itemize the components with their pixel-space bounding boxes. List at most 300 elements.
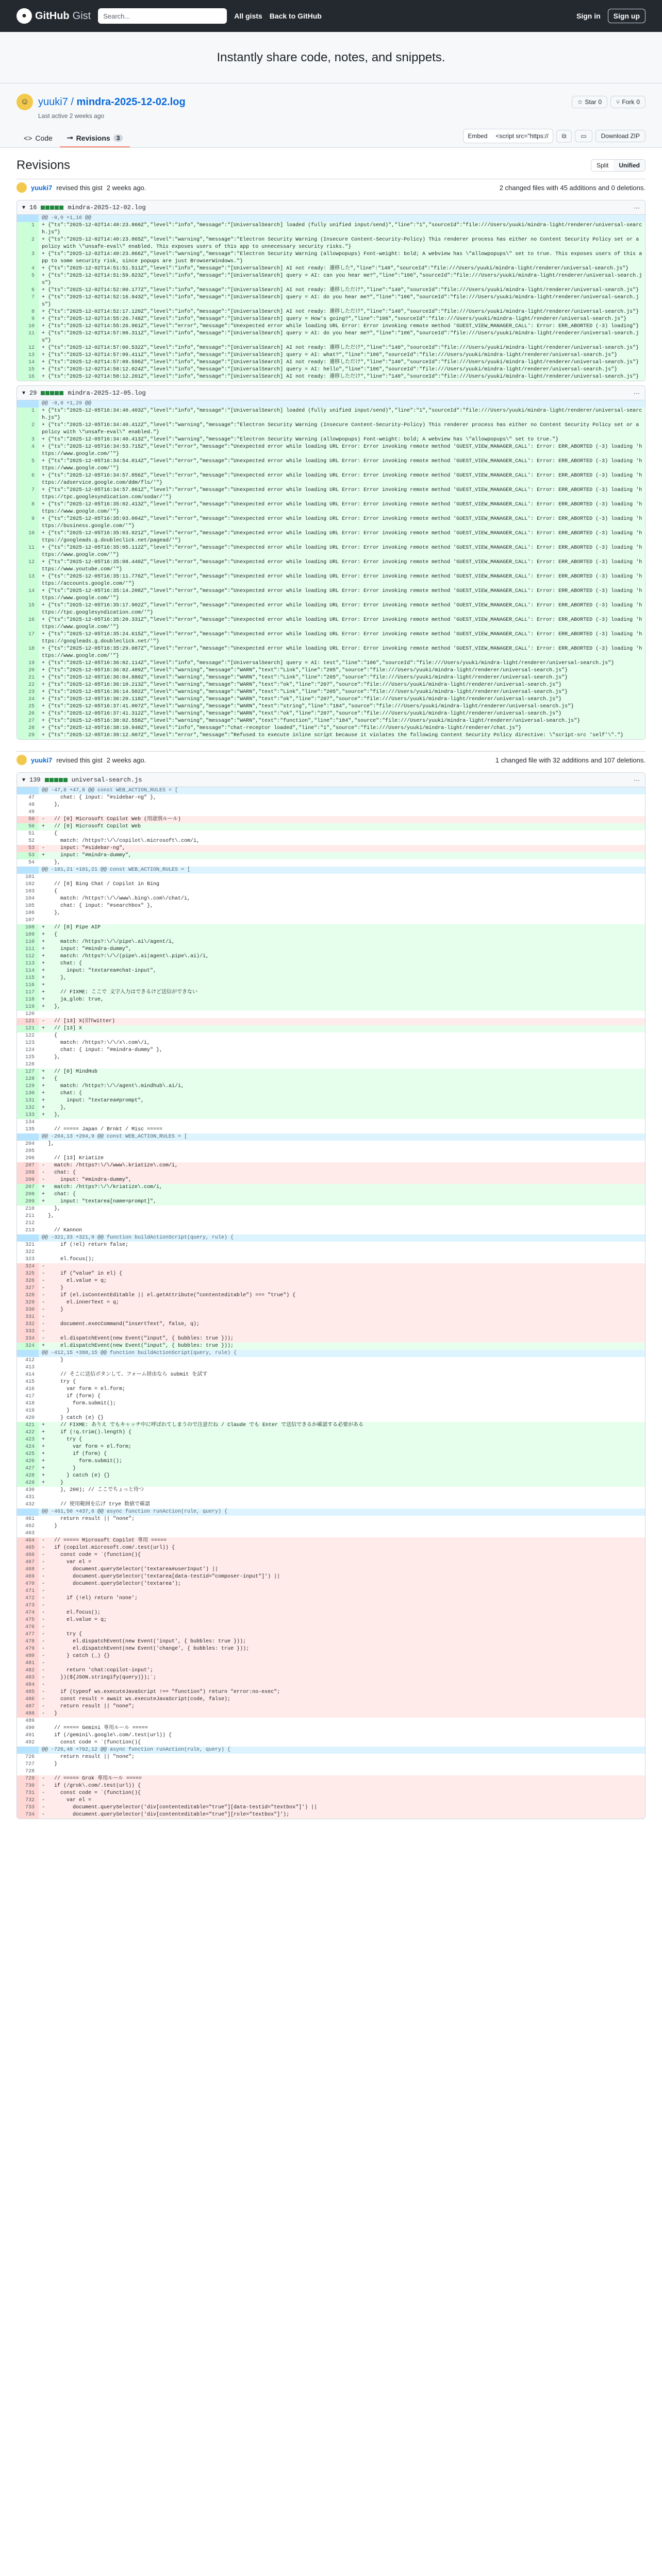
line-number[interactable]: 24 xyxy=(17,696,39,703)
line-number[interactable]: 13 xyxy=(17,352,39,359)
desktop-button[interactable] xyxy=(575,130,592,142)
line-number[interactable]: 127 xyxy=(17,1069,39,1076)
diffstat-bar xyxy=(59,206,63,210)
line-number[interactable]: 432 xyxy=(25,1502,35,1507)
line-number[interactable]: 4 xyxy=(17,265,39,273)
expand-icon[interactable]: ▾ xyxy=(22,204,26,211)
line-number[interactable]: 731 xyxy=(17,1790,39,1797)
line-number[interactable]: 464 xyxy=(17,1537,39,1545)
line-number[interactable]: 481 xyxy=(17,1660,39,1667)
logo[interactable] xyxy=(16,8,91,24)
line-number[interactable]: 15 xyxy=(17,366,39,374)
line-code: - // ===== Grok 専用ルール ===== xyxy=(42,1776,142,1782)
line-number[interactable]: 418 xyxy=(25,1401,35,1406)
line-number[interactable]: 47 xyxy=(28,795,35,801)
diff-line xyxy=(17,1509,645,1516)
line-code: + {"ts":"2025-12-02T14:57:00.311Z","level":"info","message":"[UniversalSearch] query = AI: do you hear me?","line":"106","sourceId":"file:///Users/yuuki/mindra-light/renderer/universal-search.js"} xyxy=(42,331,639,344)
line-number[interactable]: 8 xyxy=(17,501,39,516)
line-number[interactable]: 7 xyxy=(17,487,39,501)
line-number[interactable]: 132 xyxy=(17,1105,39,1112)
diff-line xyxy=(17,1487,645,1494)
diff-line xyxy=(17,831,645,838)
line-number[interactable]: 463 xyxy=(25,1531,35,1536)
line-number[interactable]: 135 xyxy=(25,1127,35,1132)
line-number[interactable]: 325 xyxy=(17,1270,39,1278)
line-number[interactable]: 53 xyxy=(17,845,39,852)
copy-button[interactable] xyxy=(556,130,572,143)
line-number[interactable]: 22 xyxy=(17,682,39,689)
line-number[interactable]: 324 xyxy=(17,1343,39,1350)
line-number[interactable]: 478 xyxy=(17,1638,39,1646)
line-code: { xyxy=(42,889,58,894)
line-number[interactable]: 6 xyxy=(17,472,39,487)
line-number[interactable]: 121 xyxy=(17,1018,39,1025)
page-title: Revisions xyxy=(16,158,71,172)
line-number[interactable]: 50 xyxy=(17,823,39,831)
line-number[interactable]: 2 xyxy=(17,422,39,436)
line-code: - el.dispatchEvent(new Event('change', { bubbles: true })); xyxy=(42,1646,250,1652)
line-number[interactable]: 475 xyxy=(17,1617,39,1624)
line-number[interactable]: 492 xyxy=(25,1740,35,1745)
line-number[interactable]: 212 xyxy=(25,1221,35,1226)
unified-toggle[interactable]: Unified xyxy=(614,160,645,171)
diff-line xyxy=(17,1350,645,1357)
gist-name-link[interactable]: mindra-2025-12-02.log xyxy=(76,96,186,108)
line-number[interactable]: 4 xyxy=(17,444,39,458)
sign-up-button[interactable]: Sign up xyxy=(608,9,646,23)
line-number[interactable]: 129 xyxy=(17,1083,39,1090)
line-number[interactable]: 11 xyxy=(17,545,39,559)
line-number[interactable]: 1 xyxy=(17,408,39,422)
diff-line xyxy=(17,1292,645,1299)
line-code: + {"ts":"2025-12-05T16:38:10.940Z","level":"info","message":"chat-receptor loaded","line":"1","source":"file:///Users/yuuki/mindra-light/renderer/chat.js"} xyxy=(42,725,522,731)
more-options-icon[interactable]: ··· xyxy=(634,389,640,397)
tab-code[interactable] xyxy=(16,130,60,147)
line-number[interactable] xyxy=(17,1350,39,1357)
line-code: @@ -0,0 +1,16 @@ xyxy=(42,215,92,221)
line-code: - el.value = q; xyxy=(42,1617,107,1623)
line-code: return result || "none"; xyxy=(42,1754,135,1760)
line-number[interactable]: 113 xyxy=(17,960,39,968)
line-number[interactable]: 207 xyxy=(17,1184,39,1191)
line-number[interactable]: 483 xyxy=(17,1674,39,1682)
line-number[interactable]: 124 xyxy=(25,1047,35,1053)
line-number[interactable] xyxy=(17,400,39,408)
line-code: + {"ts":"2025-12-02T14:55:26.961Z","level":"error","message":"Unexpected error while loading URL Error: Error invoking remote method 'GUEST_VIEW_MANAGER_CALL': Error: ERR_ABORTED (-3) loading"} xyxy=(42,324,639,329)
line-number[interactable]: 10 xyxy=(17,530,39,545)
diff-line xyxy=(17,838,645,845)
diff-line xyxy=(17,1299,645,1307)
line-number[interactable]: 5 xyxy=(17,273,39,287)
line-number[interactable]: 12 xyxy=(17,345,39,352)
diff-line xyxy=(17,472,645,487)
embed-select[interactable] xyxy=(463,129,553,143)
line-number[interactable]: 727 xyxy=(25,1761,35,1767)
view-toggle xyxy=(591,159,646,172)
diff-line xyxy=(17,1465,645,1472)
nav-all-gists[interactable]: All gists xyxy=(234,12,262,20)
line-number[interactable]: 486 xyxy=(17,1696,39,1703)
diff-line xyxy=(17,888,645,895)
line-number[interactable]: 104 xyxy=(25,896,35,902)
line-number[interactable]: 430 xyxy=(25,1487,35,1493)
diff-line xyxy=(17,1047,645,1054)
line-number[interactable]: 26 xyxy=(17,710,39,718)
diff-line xyxy=(17,989,645,996)
diff-line xyxy=(17,1119,645,1126)
line-number[interactable]: 730 xyxy=(17,1783,39,1790)
line-number[interactable]: 102 xyxy=(25,882,35,887)
line-number[interactable]: 116 xyxy=(17,982,39,989)
line-number[interactable]: 420 xyxy=(25,1415,35,1421)
split-toggle[interactable]: Split xyxy=(596,162,609,169)
avatar[interactable]: ☺ xyxy=(16,94,33,110)
line-number[interactable] xyxy=(17,1509,39,1516)
line-number[interactable] xyxy=(17,787,39,794)
diff-line xyxy=(17,287,645,294)
line-number[interactable]: 415 xyxy=(25,1379,35,1385)
line-number[interactable]: 54 xyxy=(28,860,35,866)
line-number[interactable]: 417 xyxy=(25,1394,35,1399)
line-number[interactable]: 130 xyxy=(17,1090,39,1097)
line-number[interactable]: 121 xyxy=(17,1025,39,1032)
line-number[interactable]: 473 xyxy=(17,1602,39,1609)
line-number[interactable]: 322 xyxy=(25,1249,35,1255)
line-number[interactable]: 208 xyxy=(17,1170,39,1177)
line-number[interactable]: 466 xyxy=(17,1552,39,1559)
line-number[interactable]: 110 xyxy=(17,939,39,946)
line-number[interactable]: 115 xyxy=(17,975,39,982)
line-number[interactable]: 27 xyxy=(17,718,39,725)
line-code: + {"ts":"2025-12-05T16:35:03.921Z","level":"error","message":"Unexpected error while loading URL Error: Error invoking remote method 'GUEST_VIEW_MANAGER_CALL': Error: ERR_ABORTED (-3) loading 'https://googleads.g.doubleclick.net/pagead/'"} xyxy=(42,531,642,544)
line-number[interactable]: 425 xyxy=(17,1451,39,1458)
gist-owner-link[interactable]: yuuki7 xyxy=(38,96,68,108)
line-number[interactable]: 101 xyxy=(25,874,35,880)
diff-line xyxy=(17,516,645,530)
line-number[interactable]: 111 xyxy=(17,946,39,953)
avatar[interactable] xyxy=(16,755,27,765)
diff-line xyxy=(17,265,645,273)
line-number[interactable]: 103 xyxy=(25,889,35,894)
line-number[interactable]: 125 xyxy=(25,1055,35,1060)
line-code: + {"ts":"2025-12-05T16:35:24.615Z","level":"error","message":"Unexpected error while loading URL Error: Error invoking remote method 'GUEST_VIEW_MANAGER_CALL': Error: ERR_ABORTED (-3) loading 'https://googleads.g.doubleclick.net/'"} xyxy=(42,632,642,645)
nav-back-to-github[interactable]: Back to GitHub xyxy=(269,12,322,20)
line-number[interactable]: 108 xyxy=(17,924,39,931)
line-number[interactable]: 25 xyxy=(17,703,39,710)
line-number[interactable]: 3 xyxy=(17,251,39,265)
line-number[interactable]: 109 xyxy=(17,931,39,939)
line-number[interactable]: 461 xyxy=(25,1516,35,1522)
line-number[interactable]: 117 xyxy=(17,989,39,996)
line-number[interactable]: 733 xyxy=(17,1804,39,1811)
line-number[interactable]: 105 xyxy=(25,903,35,909)
diffstat-bar xyxy=(55,206,59,210)
line-number[interactable]: 412 xyxy=(25,1358,35,1363)
line-number[interactable]: 728 xyxy=(25,1769,35,1774)
line-number[interactable]: 114 xyxy=(17,968,39,975)
line-code: } xyxy=(42,1761,58,1767)
diff-line xyxy=(17,1069,645,1076)
line-number[interactable] xyxy=(17,1747,39,1754)
line-number[interactable]: 468 xyxy=(17,1566,39,1573)
line-number[interactable]: 48 xyxy=(28,802,35,808)
diff-line xyxy=(17,1307,645,1314)
fork-button[interactable] xyxy=(610,96,646,108)
line-number[interactable]: 206 xyxy=(25,1156,35,1161)
line-number[interactable]: 122 xyxy=(25,1033,35,1039)
line-number[interactable]: 53 xyxy=(17,852,39,859)
diff-line xyxy=(17,1501,645,1509)
line-number[interactable]: 414 xyxy=(25,1372,35,1378)
star-button[interactable] xyxy=(572,96,607,108)
line-number[interactable]: 734 xyxy=(17,1811,39,1819)
line-number[interactable]: 14 xyxy=(17,359,39,366)
line-number[interactable]: 11 xyxy=(17,330,39,345)
line-code: + } catch (e) {} xyxy=(42,1473,110,1479)
search-input[interactable]: Search... xyxy=(98,8,227,24)
line-number[interactable]: 484 xyxy=(17,1682,39,1689)
line-number[interactable]: 467 xyxy=(17,1559,39,1566)
main-content xyxy=(0,148,662,1841)
embed-value[interactable]: <script src="https:// xyxy=(495,132,549,140)
line-number[interactable]: 8 xyxy=(17,309,39,316)
diff-line xyxy=(17,1061,645,1069)
line-number[interactable]: 119 xyxy=(17,1004,39,1011)
sign-in-link[interactable]: Sign in xyxy=(576,12,601,20)
line-number[interactable]: 5 xyxy=(17,458,39,472)
line-code: - xyxy=(42,1682,45,1688)
line-number[interactable]: 482 xyxy=(17,1667,39,1674)
line-number[interactable]: 134 xyxy=(25,1120,35,1125)
line-number[interactable]: 106 xyxy=(25,910,35,916)
line-number[interactable]: 52 xyxy=(28,838,35,844)
line-number[interactable]: 50 xyxy=(17,816,39,823)
avatar[interactable] xyxy=(16,182,27,193)
line-number[interactable]: 422 xyxy=(17,1429,39,1436)
line-number[interactable]: 470 xyxy=(17,1581,39,1588)
line-number[interactable]: 416 xyxy=(25,1386,35,1392)
line-number[interactable] xyxy=(17,215,39,222)
download-zip-button[interactable]: Download ZIP xyxy=(595,130,646,142)
line-number[interactable]: 429 xyxy=(17,1480,39,1487)
line-code: el.focus(); xyxy=(42,1257,95,1262)
line-number[interactable]: 51 xyxy=(28,831,35,837)
line-number[interactable]: 9 xyxy=(17,516,39,530)
line-code: - xyxy=(42,1329,45,1334)
line-number[interactable]: 732 xyxy=(17,1797,39,1804)
line-number[interactable]: 487 xyxy=(17,1703,39,1710)
diff-file-name[interactable]: universal-search.js xyxy=(71,776,142,784)
diff-line xyxy=(17,1581,645,1588)
line-code: + } xyxy=(42,1466,76,1471)
line-number[interactable]: 7 xyxy=(17,294,39,309)
line-number[interactable]: 321 xyxy=(25,1242,35,1248)
line-number[interactable]: 477 xyxy=(17,1631,39,1638)
line-number[interactable]: 323 xyxy=(25,1257,35,1262)
line-number[interactable]: 474 xyxy=(17,1609,39,1617)
line-number[interactable]: 126 xyxy=(25,1062,35,1067)
line-number[interactable]: 490 xyxy=(25,1725,35,1731)
line-number[interactable]: 726 xyxy=(25,1754,35,1760)
line-number[interactable]: 465 xyxy=(17,1545,39,1552)
line-number[interactable]: 207 xyxy=(17,1162,39,1170)
line-number[interactable]: 120 xyxy=(25,1011,35,1017)
line-code: // Kannon xyxy=(42,1228,82,1233)
line-number[interactable] xyxy=(17,1234,39,1242)
revision-user[interactable]: yuuki7 xyxy=(31,756,53,764)
line-number[interactable]: 23 xyxy=(17,689,39,696)
expand-icon[interactable]: ▾ xyxy=(22,389,26,397)
diff-file-name[interactable]: mindra-2025-12-05.log xyxy=(68,389,146,397)
more-options-icon[interactable]: ··· xyxy=(634,776,640,784)
line-number[interactable]: 489 xyxy=(25,1718,35,1724)
more-options-icon[interactable]: ··· xyxy=(634,204,640,211)
diff-line xyxy=(17,487,645,501)
line-number[interactable] xyxy=(17,1133,39,1141)
line-number[interactable]: 210 xyxy=(25,1206,35,1212)
line-number[interactable]: 133 xyxy=(17,1112,39,1119)
line-number[interactable]: 469 xyxy=(17,1573,39,1581)
expand-icon[interactable]: ▾ xyxy=(22,776,26,784)
line-number[interactable]: 107 xyxy=(25,918,35,923)
line-number[interactable]: 491 xyxy=(25,1733,35,1738)
line-number[interactable]: 1 xyxy=(17,222,39,236)
line-number[interactable]: 729 xyxy=(17,1775,39,1783)
line-number[interactable]: 328 xyxy=(17,1292,39,1299)
line-number[interactable]: 16 xyxy=(17,374,39,381)
line-number[interactable]: 15 xyxy=(17,602,39,617)
line-number[interactable]: 485 xyxy=(17,1689,39,1696)
line-number[interactable]: 327 xyxy=(17,1285,39,1292)
line-number[interactable]: 131 xyxy=(17,1097,39,1105)
line-number[interactable]: 112 xyxy=(17,953,39,960)
diff-line xyxy=(17,1667,645,1674)
line-number[interactable]: 479 xyxy=(17,1646,39,1653)
line-number[interactable]: 19 xyxy=(17,660,39,667)
line-code: - document.querySelector('textarea[data-testid="composer-input"]') || xyxy=(42,1574,280,1580)
line-number[interactable]: 18 xyxy=(17,646,39,660)
line-number[interactable]: 208 xyxy=(17,1191,39,1198)
line-number[interactable]: 413 xyxy=(25,1365,35,1370)
line-code: @@ -726,48 +702,12 @@ async function runAction(rule, query) { xyxy=(42,1747,231,1753)
line-code: - return 'chat:copilot-input'; xyxy=(42,1668,154,1673)
line-number[interactable]: 209 xyxy=(17,1198,39,1206)
diff-line xyxy=(17,1696,645,1703)
line-code: + { xyxy=(42,932,58,938)
line-number[interactable]: 329 xyxy=(17,1299,39,1307)
line-code: - })(${JSON.stringify(query)});`; xyxy=(42,1675,157,1681)
line-number[interactable]: 123 xyxy=(25,1040,35,1046)
line-number[interactable]: 424 xyxy=(17,1444,39,1451)
line-number[interactable]: 6 xyxy=(17,287,39,294)
line-number[interactable]: 324 xyxy=(17,1263,39,1270)
line-number[interactable]: 426 xyxy=(17,1458,39,1465)
line-number[interactable]: 205 xyxy=(25,1148,35,1154)
line-number[interactable]: 472 xyxy=(17,1595,39,1602)
line-number[interactable]: 471 xyxy=(17,1588,39,1595)
line-number[interactable]: 17 xyxy=(17,631,39,646)
tab-revisions[interactable] xyxy=(60,129,130,147)
line-code: @@ -204,13 +204,9 @@ const WEB_ACTION_RULES = [ xyxy=(42,1134,188,1140)
diff-line xyxy=(17,1559,645,1566)
diff-line xyxy=(17,946,645,953)
line-number[interactable]: 480 xyxy=(17,1653,39,1660)
diff-line xyxy=(17,323,645,330)
line-number[interactable]: 333 xyxy=(17,1328,39,1335)
diff-line xyxy=(17,1335,645,1343)
line-number[interactable]: 12 xyxy=(17,559,39,573)
line-code: + input: "textarea[name=prompt]", xyxy=(42,1199,157,1205)
line-code: + if (form) { xyxy=(42,1451,107,1457)
line-number[interactable]: 21 xyxy=(17,674,39,682)
line-number[interactable]: 29 xyxy=(17,732,39,739)
line-number[interactable]: 10 xyxy=(17,323,39,330)
line-code: + match: /https?:\/\/(pipe\.ai|agent\.pipe\.ai)/i, xyxy=(42,954,209,959)
line-number[interactable]: 326 xyxy=(17,1278,39,1285)
line-number[interactable]: 20 xyxy=(17,667,39,674)
line-number[interactable]: 419 xyxy=(25,1408,35,1414)
line-number[interactable]: 128 xyxy=(17,1076,39,1083)
diff-line xyxy=(17,1393,645,1400)
line-number[interactable]: 330 xyxy=(17,1307,39,1314)
line-number[interactable]: 9 xyxy=(17,316,39,323)
line-number[interactable]: 3 xyxy=(17,436,39,444)
line-code: - const result = await ws.executeJavaScript(code, false); xyxy=(42,1697,231,1702)
line-number[interactable]: 204 xyxy=(25,1141,35,1147)
embed-label[interactable]: Embed xyxy=(468,132,488,140)
line-number[interactable]: 476 xyxy=(17,1624,39,1631)
line-number[interactable]: 28 xyxy=(17,725,39,732)
line-number[interactable]: 427 xyxy=(17,1465,39,1472)
line-number[interactable]: 209 xyxy=(17,1177,39,1184)
line-number[interactable]: 421 xyxy=(17,1422,39,1429)
diff-line xyxy=(17,975,645,982)
diff-line xyxy=(17,1126,645,1133)
line-number[interactable]: 211 xyxy=(25,1213,35,1219)
line-code: + // FIXME: ありえ でもキャッチ中に呼ばれてしまうので注意だね / Claude でも Enter で送信できるか確認する必要がある xyxy=(42,1422,364,1428)
line-number[interactable]: 332 xyxy=(17,1321,39,1328)
line-number[interactable]: 488 xyxy=(17,1710,39,1718)
line-number[interactable]: 16 xyxy=(17,617,39,631)
line-code xyxy=(39,917,645,924)
line-number[interactable]: 118 xyxy=(17,996,39,1004)
line-code: if (!el) return false; xyxy=(42,1242,129,1248)
line-code: + chat: { xyxy=(42,961,82,967)
line-number[interactable]: 431 xyxy=(25,1495,35,1500)
line-number[interactable]: 49 xyxy=(28,809,35,815)
diffstat-bar xyxy=(59,391,63,395)
line-number[interactable]: 334 xyxy=(17,1335,39,1343)
diff-line xyxy=(17,1234,645,1242)
line-number[interactable]: 213 xyxy=(25,1228,35,1233)
line-number[interactable]: 2 xyxy=(17,236,39,251)
line-number[interactable]: 331 xyxy=(17,1314,39,1321)
line-number[interactable] xyxy=(17,867,39,874)
diff-line xyxy=(17,1436,645,1444)
line-code: // [13] Kriatize xyxy=(42,1156,104,1161)
line-code: - // ===== Microsoft Copilot 専用 ===== xyxy=(42,1538,167,1544)
line-number[interactable]: 14 xyxy=(17,588,39,602)
line-number[interactable]: 428 xyxy=(17,1472,39,1480)
diff-file-name[interactable]: mindra-2025-12-02.log xyxy=(68,204,146,211)
line-number[interactable]: 423 xyxy=(17,1436,39,1444)
line-number[interactable]: 13 xyxy=(17,573,39,588)
revision-user[interactable]: yuuki7 xyxy=(31,183,53,192)
line-code: - el.dispatchEvent(new Event("input", { bubbles: true })); xyxy=(42,1336,234,1342)
gist-meta: Last active 2 weeks ago xyxy=(38,112,105,120)
line-number[interactable]: 462 xyxy=(25,1523,35,1529)
line-code xyxy=(39,1364,645,1371)
